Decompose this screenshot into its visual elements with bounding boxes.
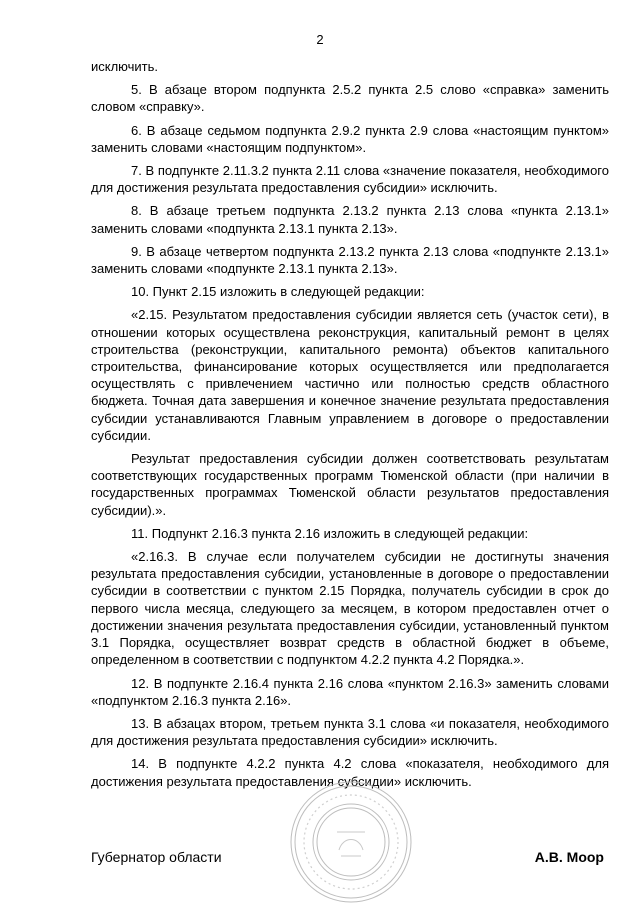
signatory-name: А.В. Моор <box>534 849 604 865</box>
signatory-position: Губернатор области <box>91 849 222 865</box>
paragraph-item-6: 6. В абзаце седьмом подпункта 2.9.2 пункта 2.9 слова «настоящим пунктом» заменить словами «настоящим подпунктом». <box>91 122 609 155</box>
paragraph-quote-2-16-3: «2.16.3. В случае если получателем субсидии не достигнуты значения результата предоставления субсидии, установленные в договоре о предоставлении субсидии в соответствии с пунктом 2.15 Порядка, получатель субсидии в срок до первого числа месяца, следующего за месяцем, в котором предоставлен отчет о достижении значения результата предоставления субсидии, установленный пунктом 3.1 Порядка, осуществляет возврат средств в областной бюджет в объеме, определенном в соответствии с подпунктом 4.2.2 пункта 4.2 Порядка.». <box>91 549 609 668</box>
paragraph-quote-2-15: «2.15. Результатом предоставления субсидии является сеть (участок сети), в отношении которых осуществлена реконструкция, капитальный ремонт в целях строительства (реконструкции, капитального ремонта) объектов капитального строительства, финансирование которых осуществляется или предполагается осуществлять с привлечением частично или полностью средств областного бюджета. Точная дата завершения и конечное значение результата предоставления субсидии устанавливаются Главным управлением в договоре о предоставлении субсидии. <box>91 307 609 443</box>
paragraph-quote-2-15-result: Результат предоставления субсидии должен соответствовать результатам соответствующих государственных программ Тюменской области (при наличии в государственных программах Тюменской области результатов предоставления субсидии).». <box>91 451 609 518</box>
paragraph-item-13: 13. В абзацах втором, третьем пункта 3.1 слова «и показателя, необходимого для достижения результата предоставления субсидии» исключить. <box>91 715 609 749</box>
paragraph-continuation: исключить. <box>91 59 159 74</box>
paragraph-item-5: 5. В абзаце втором подпункта 2.5.2 пункта 2.5 слово «справка» заменить словом «справку». <box>91 82 609 115</box>
paragraph-item-9: 9. В абзаце четвертом подпункта 2.13.2 пункта 2.13 слова «подпункте 2.13.1» заменить словами «подпункте 2.13.1 пункта 2.13». <box>91 243 609 277</box>
paragraph-item-12: 12. В подпункте 2.16.4 пункта 2.16 слова «пунктом 2.16.3» заменить словами «подпунктом 2.16.3 пункта 2.16». <box>91 675 609 708</box>
document-body <box>91 58 609 796</box>
page-number: 2 <box>316 32 324 47</box>
official-seal-stamp <box>289 780 413 904</box>
paragraph-item-14: 14. В подпункте 4.2.2 пункта 4.2 слова «показателя, необходимого для достижения результата предоставления субсидии» исключить. <box>91 756 609 789</box>
paragraph-item-7: 7. В подпункте 2.11.3.2 пункта 2.11 слова «значение показателя, необходимого для достижения результата предоставления субсидии» исключить. <box>91 163 609 196</box>
paragraph-item-10: 10. Пункт 2.15 изложить в следующей редакции: <box>131 284 425 300</box>
paragraph-item-11: 11. Подпункт 2.16.3 пункта 2.16 изложить в следующей редакции: <box>131 525 529 541</box>
paragraph-item-8: 8. В абзаце третьем подпункта 2.13.2 пункта 2.13 слова «пункта 2.13.1» заменить словами «подпункта 2.13.1 пункта 2.13». <box>91 203 609 236</box>
